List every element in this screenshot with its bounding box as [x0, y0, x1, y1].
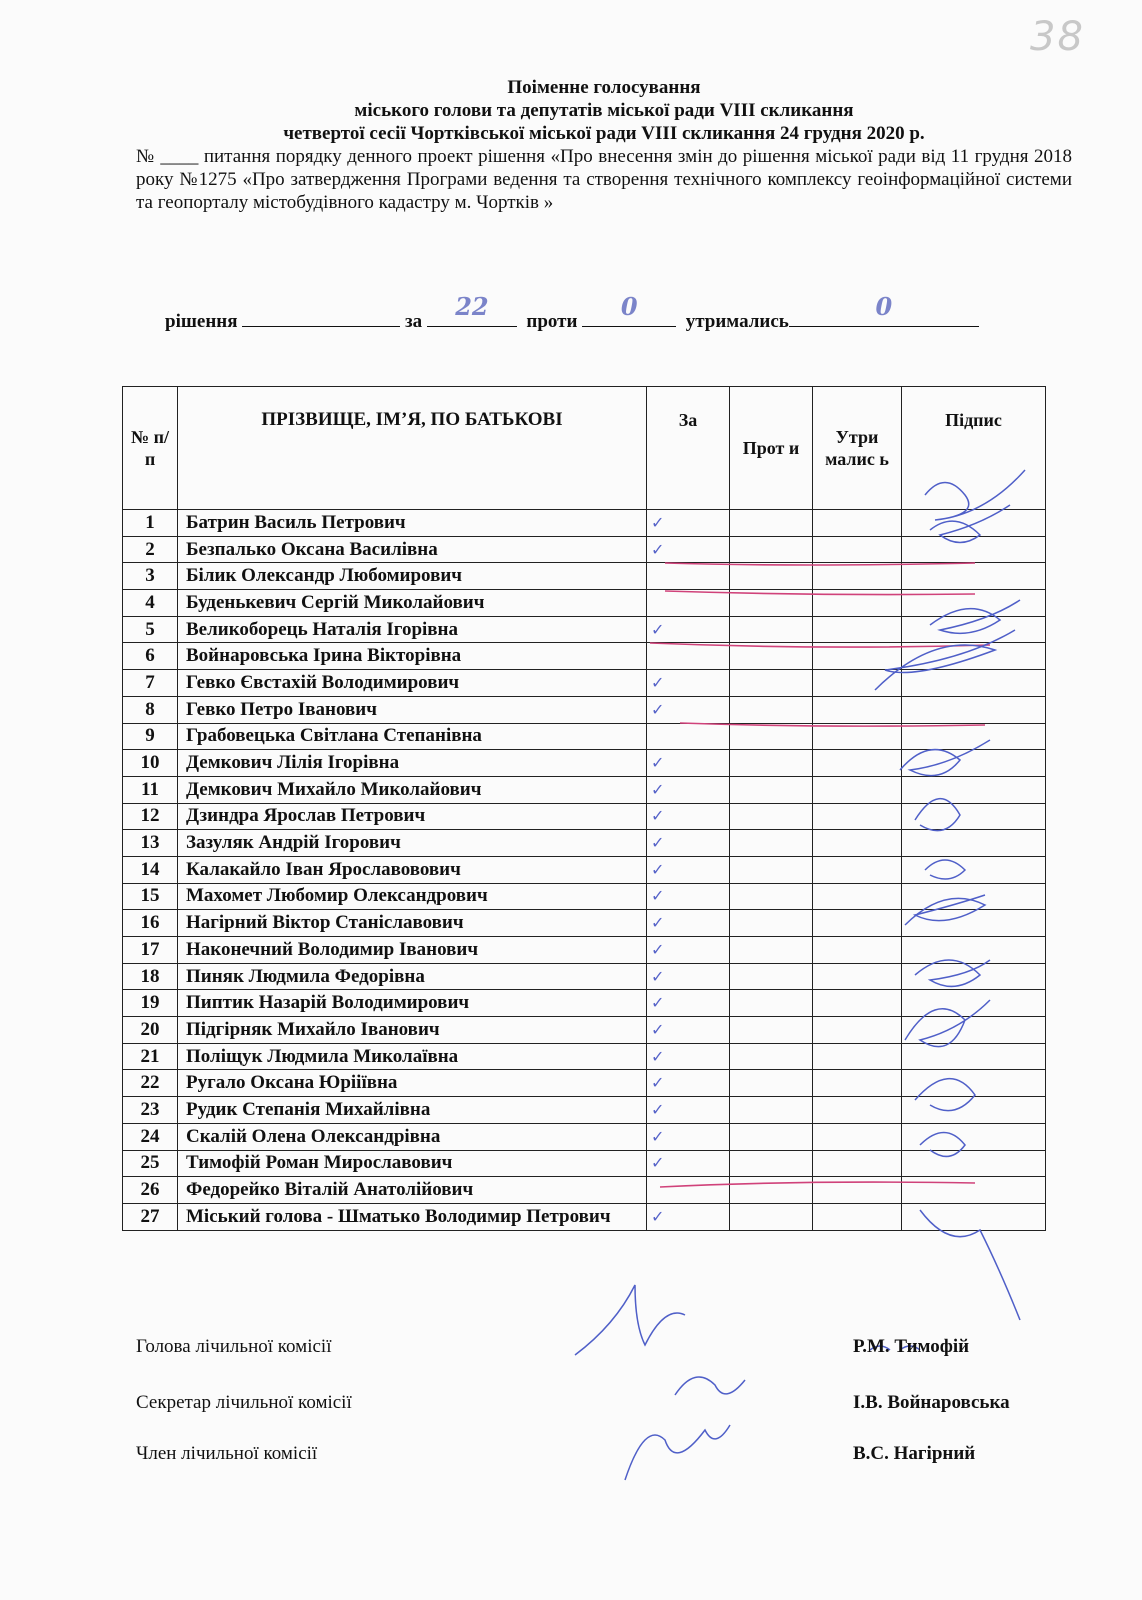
commission-member-name: В.С. Нагірний: [853, 1443, 976, 1464]
row-number: 20: [123, 1017, 178, 1044]
signature-cell: [902, 883, 1046, 910]
vote-abstained: [813, 670, 902, 697]
vote-abstained: [813, 803, 902, 830]
row-number: 1: [123, 510, 178, 537]
vote-abstained: [813, 1203, 902, 1230]
signature-cell: [902, 830, 1046, 857]
row-number: 8: [123, 696, 178, 723]
table-row: [123, 1070, 1046, 1097]
vote-abstained: [813, 510, 902, 537]
vote-for: [647, 563, 730, 590]
vote-for: ✓: [647, 883, 730, 910]
vote-abstained: [813, 616, 902, 643]
for-blank: [427, 292, 517, 327]
member-name: Поліщук Людмила Миколаївна: [178, 1043, 647, 1070]
table-row: [123, 616, 1046, 643]
commission-role: Секретар лічильної комісії: [136, 1392, 352, 1413]
row-number: 6: [123, 643, 178, 670]
vote-for: ✓: [647, 1150, 730, 1177]
vote-for: ✓: [647, 1017, 730, 1044]
signature-cell: [902, 910, 1046, 937]
col-abstained: Утри малис ь: [813, 387, 902, 510]
table-row: [123, 1043, 1046, 1070]
vote-against: [730, 616, 813, 643]
decision-label: рішення: [165, 311, 238, 332]
commission-row-3: [136, 1443, 976, 1465]
signature-cell: [902, 536, 1046, 563]
table-row: [123, 536, 1046, 563]
table-row: [123, 750, 1046, 777]
row-number: 2: [123, 536, 178, 563]
vote-abstained: [813, 990, 902, 1017]
member-name: Демкович Лілія Ігорівна: [178, 750, 647, 777]
member-signature: [625, 1425, 730, 1480]
row-number: 23: [123, 1097, 178, 1124]
vote-against: [730, 910, 813, 937]
vote-for: ✓: [647, 670, 730, 697]
table-row: [123, 643, 1046, 670]
row-number: 16: [123, 910, 178, 937]
vote-abstained: [813, 643, 902, 670]
vote-for: ✓: [647, 1043, 730, 1070]
signature-cell: [902, 856, 1046, 883]
signature-cell: [902, 1097, 1046, 1124]
table-row: [123, 883, 1046, 910]
row-number: 3: [123, 563, 178, 590]
row-number: 19: [123, 990, 178, 1017]
vote-for: ✓: [647, 776, 730, 803]
member-name: Пиняк Людмила Федорівна: [178, 963, 647, 990]
vote-abstained: [813, 1177, 902, 1204]
vote-against: [730, 510, 813, 537]
table-row: [123, 1097, 1046, 1124]
member-name: Буденькевич Сергій Миколайович: [178, 590, 647, 617]
row-number: 22: [123, 1070, 178, 1097]
vote-abstained: [813, 776, 902, 803]
signature-cell: [902, 1017, 1046, 1044]
vote-for: [647, 1177, 730, 1204]
vote-against: [730, 1070, 813, 1097]
roll-call-table: [122, 386, 1046, 1231]
vote-for: [647, 723, 730, 750]
commission-role: Голова лічильної комісії: [136, 1336, 332, 1357]
row-number: 18: [123, 963, 178, 990]
member-name: Гевко Євстахій Володимирович: [178, 670, 647, 697]
member-name: Білик Олександр Любомирович: [178, 563, 647, 590]
vote-for: ✓: [647, 990, 730, 1017]
member-name: Нагірний Віктор Станіславович: [178, 910, 647, 937]
vote-against: [730, 643, 813, 670]
vote-against: [730, 937, 813, 964]
vote-abstained: [813, 830, 902, 857]
vote-against: [730, 1177, 813, 1204]
row-number: 9: [123, 723, 178, 750]
vote-for: ✓: [647, 803, 730, 830]
vote-against: [730, 1017, 813, 1044]
col-number: № п/п: [123, 387, 178, 510]
chair-signature: [575, 1285, 685, 1355]
table-row: [123, 1203, 1046, 1230]
vote-abstained: [813, 1123, 902, 1150]
signature-cell: [902, 803, 1046, 830]
vote-against: [730, 803, 813, 830]
table-row: [123, 1177, 1046, 1204]
abstained-label: утримались: [685, 311, 789, 332]
against-blank: [582, 292, 676, 327]
vote-abstained: [813, 563, 902, 590]
row-number: 11: [123, 776, 178, 803]
row-number: 14: [123, 856, 178, 883]
vote-for: ✓: [647, 1070, 730, 1097]
vote-abstained: [813, 1070, 902, 1097]
against-count: 0: [620, 292, 638, 321]
decision-blank: [242, 306, 400, 327]
against-label: проти: [526, 311, 578, 332]
for-count: 22: [455, 292, 489, 321]
row-number: 24: [123, 1123, 178, 1150]
row-number: 15: [123, 883, 178, 910]
vote-against: [730, 696, 813, 723]
signature-cell: [902, 1177, 1046, 1204]
vote-against: [730, 1123, 813, 1150]
member-name: Тимофій Роман Мирославович: [178, 1150, 647, 1177]
vote-for: ✓: [647, 510, 730, 537]
vote-for: ✓: [647, 1123, 730, 1150]
vote-for: ✓: [647, 937, 730, 964]
signature-cell: [902, 750, 1046, 777]
vote-against: [730, 1203, 813, 1230]
row-number: 13: [123, 830, 178, 857]
vote-against: [730, 723, 813, 750]
vote-against: [730, 830, 813, 857]
member-name: Великоборець Наталія Ігорівна: [178, 616, 647, 643]
col-signature: Підпис: [902, 387, 1046, 510]
vote-abstained: [813, 536, 902, 563]
row-number: 7: [123, 670, 178, 697]
member-name: Пиптик Назарій Володимирович: [178, 990, 647, 1017]
member-name: Гевко Петро Іванович: [178, 696, 647, 723]
vote-for: [647, 590, 730, 617]
title-line-2: міського голови та депутатів міської ради VIII скликання: [354, 100, 854, 121]
table-row: [123, 1123, 1046, 1150]
member-name: Батрин Василь Петрович: [178, 510, 647, 537]
vote-against: [730, 563, 813, 590]
vote-abstained: [813, 1043, 902, 1070]
vote-for: ✓: [647, 1203, 730, 1230]
vote-against: [730, 776, 813, 803]
for-label: за: [405, 311, 423, 332]
vote-abstained: [813, 883, 902, 910]
abstained-count: 0: [875, 292, 893, 321]
title-line-1: Поіменне голосування: [507, 77, 701, 98]
signature-cell: [902, 776, 1046, 803]
vote-abstained: [813, 696, 902, 723]
signature-cell: [902, 723, 1046, 750]
vote-against: [730, 883, 813, 910]
col-for: За: [647, 387, 730, 510]
vote-for: ✓: [647, 856, 730, 883]
vote-against: [730, 963, 813, 990]
commission-row-1: [136, 1336, 970, 1358]
table-row: [123, 856, 1046, 883]
vote-for: ✓: [647, 616, 730, 643]
vote-abstained: [813, 1097, 902, 1124]
member-name: Зазуляк Андрій Ігорович: [178, 830, 647, 857]
secretary-signature: [675, 1377, 745, 1395]
table-row: [123, 963, 1046, 990]
member-name: Дзиндра Ярослав Петрович: [178, 803, 647, 830]
member-name: Безпалько Оксана Василівна: [178, 536, 647, 563]
vote-for: ✓: [647, 830, 730, 857]
vote-abstained: [813, 910, 902, 937]
member-name: Скалій Олена Олександрівна: [178, 1123, 647, 1150]
member-name: Наконечний Володимир Іванович: [178, 937, 647, 964]
vote-for: ✓: [647, 963, 730, 990]
row-number: 4: [123, 590, 178, 617]
commission-row-2: [136, 1392, 1010, 1414]
signature-cell: [902, 990, 1046, 1017]
vote-against: [730, 590, 813, 617]
row-number: 21: [123, 1043, 178, 1070]
signature-cell: [902, 590, 1046, 617]
signature-cell: [902, 963, 1046, 990]
vote-against: [730, 670, 813, 697]
commission-member-name: І.В. Войнаровська: [853, 1392, 1010, 1413]
member-name: Рудик Степанія Михайлівна: [178, 1097, 647, 1124]
commission-member-name: Р.М. Тимофій: [853, 1336, 970, 1357]
vote-against: [730, 750, 813, 777]
table-row: [123, 990, 1046, 1017]
page-number: 38: [1030, 14, 1085, 60]
signature-cell: [902, 616, 1046, 643]
vote-for: ✓: [647, 910, 730, 937]
table-row: [123, 670, 1046, 697]
vote-against: [730, 1150, 813, 1177]
vote-abstained: [813, 590, 902, 617]
row-number: 27: [123, 1203, 178, 1230]
vote-abstained: [813, 723, 902, 750]
vote-abstained: [813, 856, 902, 883]
member-name: Підгірняк Михайло Іванович: [178, 1017, 647, 1044]
agenda-question: № ____ питання порядку денного проект рішення «Про внесення змін до рішення міської ради від 11 грудня 2018 року №1275 «Про затвердження Програми ведення та створення технічного комплексу геоінформаційної системи та геопорталу містобудівного кадастру м. Чортків »: [136, 146, 1072, 213]
vote-against: [730, 856, 813, 883]
title-line-3: четвертої сесії Чортківської міської ради VIII скликання 24 грудня 2020 р.: [283, 123, 925, 144]
vote-for: ✓: [647, 536, 730, 563]
table-row: [123, 830, 1046, 857]
signature-cell: [902, 643, 1046, 670]
vote-abstained: [813, 963, 902, 990]
vote-for: ✓: [647, 750, 730, 777]
vote-against: [730, 990, 813, 1017]
vote-against: [730, 1097, 813, 1124]
col-against: Прот и: [730, 387, 813, 510]
member-name: Грабовецька Світлана Степанівна: [178, 723, 647, 750]
row-number: 5: [123, 616, 178, 643]
signature-cell: [902, 1070, 1046, 1097]
member-name: Федорейко Віталій Анатолійович: [178, 1177, 647, 1204]
member-name: Махомет Любомир Олександрович: [178, 883, 647, 910]
row-number: 26: [123, 1177, 178, 1204]
vote-abstained: [813, 937, 902, 964]
member-name: Міський голова - Шматько Володимир Петрович: [178, 1203, 647, 1230]
signature-cell: [902, 937, 1046, 964]
vote-for: [647, 643, 730, 670]
row-number: 17: [123, 937, 178, 964]
table-row: [123, 510, 1046, 537]
vote-for: ✓: [647, 1097, 730, 1124]
table-row: [123, 910, 1046, 937]
signature-cell: [902, 1150, 1046, 1177]
vote-for: ✓: [647, 696, 730, 723]
vote-against: [730, 1043, 813, 1070]
member-name: Ругало Оксана Юріiївна: [178, 1070, 647, 1097]
signature-cell: [902, 563, 1046, 590]
document-header: [136, 76, 1072, 214]
table-row: [123, 563, 1046, 590]
table-header-row: [123, 387, 1046, 510]
voting-result: [165, 292, 1065, 333]
row-number: 25: [123, 1150, 178, 1177]
signature-cell: [902, 1203, 1046, 1230]
row-number: 12: [123, 803, 178, 830]
col-name: ПРІЗВИЩЕ, ІМ’Я, ПО БАТЬКОВІ: [178, 387, 647, 510]
table-row: [123, 1017, 1046, 1044]
table-row: [123, 937, 1046, 964]
table-row: [123, 1150, 1046, 1177]
table-row: [123, 590, 1046, 617]
signature-cell: [902, 696, 1046, 723]
table-row: [123, 723, 1046, 750]
member-name: Демкович Михайло Миколайович: [178, 776, 647, 803]
member-name: Калакайло Іван Ярославовович: [178, 856, 647, 883]
table-row: [123, 803, 1046, 830]
member-name: Войнаровська Ірина Вікторівна: [178, 643, 647, 670]
vote-against: [730, 536, 813, 563]
signature-cell: [902, 510, 1046, 537]
signature-cell: [902, 1043, 1046, 1070]
vote-abstained: [813, 750, 902, 777]
table-row: [123, 776, 1046, 803]
table-row: [123, 696, 1046, 723]
commission-role: Член лічильної комісії: [136, 1443, 318, 1464]
vote-abstained: [813, 1017, 902, 1044]
abstained-blank: [789, 292, 979, 327]
signature-cell: [902, 670, 1046, 697]
vote-abstained: [813, 1150, 902, 1177]
row-number: 10: [123, 750, 178, 777]
signature-cell: [902, 1123, 1046, 1150]
